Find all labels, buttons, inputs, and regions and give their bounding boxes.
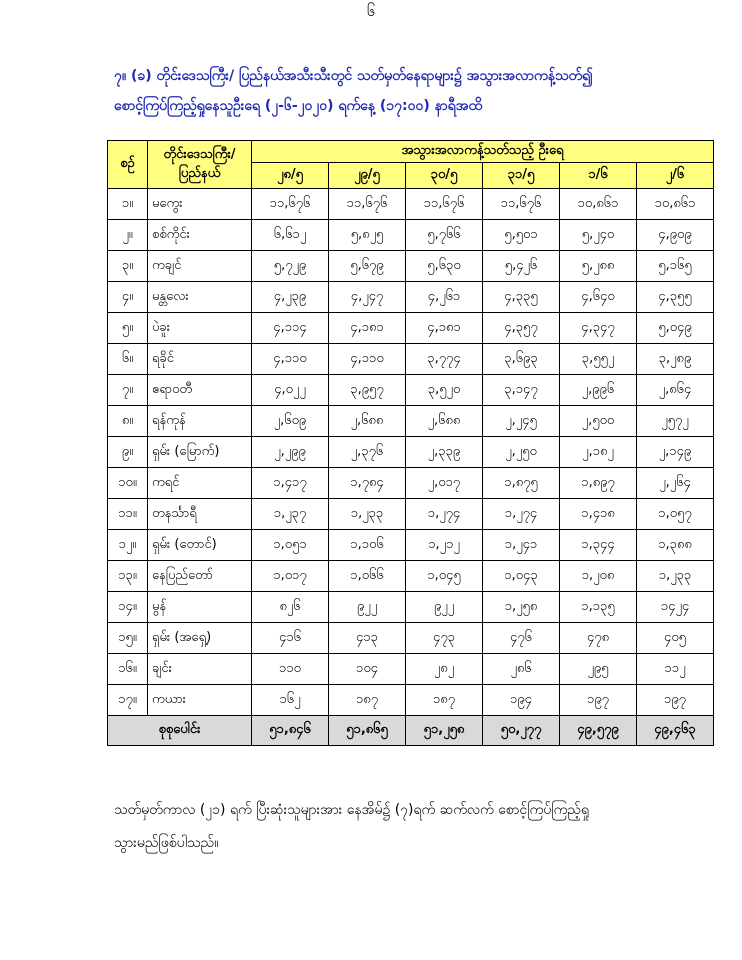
page-number: ၆ [366,2,376,20]
count-cell: ၂,၆၀၉ [252,406,329,437]
count-cell: ၄,၃၅၇ [483,313,560,344]
count-cell: ၄,၁၁၄ [252,313,329,344]
count-cell: ၄,၃၅၅ [637,282,714,313]
table-row [108,530,714,561]
count-cell: ၁၈၇ [406,685,483,716]
heading-line-2: စောင့်ကြပ်ကြည့်ရှုနေသူဦးရေ (၂-၆-၂၀၂၀) ရက်နေ့ (၁၇:၀၀) နာရီအထိ [114,98,483,114]
count-cell: ၁,၂၃၇ [252,499,329,530]
row-number: ၄။ [108,282,148,313]
count-cell: ၃,၆၉၃ [483,344,560,375]
count-cell: ၁,၁၃၅ [560,592,637,623]
region-name: နေပြည်တော် [148,561,252,592]
table-row [108,220,714,251]
quarantine-table [107,140,714,746]
date-header: ၂၉/၅ [329,163,406,189]
region-name: ရန်ကုန် [148,406,252,437]
total-cell: ၄၉,၅၇၉ [560,716,637,746]
total-row [108,716,714,746]
total-cell: ၅၁,၈၆၅ [329,716,406,746]
count-cell: ၂,၂၆၄ [637,468,714,499]
count-cell: ၅,၇၂၉ [252,251,329,282]
row-number: ၁။ [108,189,148,220]
count-cell: ၅,၈၂၅ [329,220,406,251]
count-cell: ၁,၀၅၁ [252,530,329,561]
row-number: ၁၁။ [108,499,148,530]
table-row [108,654,714,685]
date-header: ၃၀/၅ [406,163,483,189]
count-cell: ၃,၇၇၄ [406,344,483,375]
table-row [108,623,714,654]
region-name: ကယား [148,685,252,716]
count-cell: ၂,၁၄၉ [637,437,714,468]
count-cell: ၂,၂၅၀ [483,437,560,468]
count-cell: ၅,၆၃၀ [406,251,483,282]
count-cell: ၁,၀၁၇ [252,561,329,592]
count-cell: ၁,၂၀၈ [560,561,637,592]
count-cell: ၄,၁၁၀ [329,344,406,375]
count-cell: ၁၁,၆၇၆ [329,189,406,220]
count-cell: ၅,၂၈၈ [560,251,637,282]
count-cell: ၄၇၃ [406,623,483,654]
row-number: ၁၇။ [108,685,148,716]
count-cell: ၉၂၂ [329,592,406,623]
count-cell: ၃,၅၅၂ [560,344,637,375]
table-row [108,592,714,623]
row-number: ၁၅။ [108,623,148,654]
table-row [108,313,714,344]
region-name: ဧရာဝတီ [148,375,252,406]
region-name: ကချင် [148,251,252,282]
count-cell: ၁,၀၅၇ [637,499,714,530]
count-cell: ၃,၁၄၇ [483,375,560,406]
row-number: ၁၀။ [108,468,148,499]
count-cell: ၃,၂၈၉ [637,344,714,375]
count-cell: ၂,၁၈၂ [560,437,637,468]
row-number: ၁၂။ [108,530,148,561]
count-cell: ၄၇၈ [560,623,637,654]
row-number: ၁၃။ [108,561,148,592]
count-cell: ၁၁၀ [252,654,329,685]
count-cell: ၁,၈၉၇ [560,468,637,499]
count-cell: ၄၁၃ [329,623,406,654]
region-name: ရခိုင် [148,344,252,375]
count-cell: ၉၂၂ [406,592,483,623]
count-cell: ၁၉၇ [560,685,637,716]
count-cell: ၁,၁၀၆ [329,530,406,561]
count-cell: ၁,၂၄၁ [483,530,560,561]
count-cell: ၁,၃၄၄ [560,530,637,561]
total-cell: ၅၁,၂၅၈ [406,716,483,746]
count-cell: ၂,၀၁၇ [406,468,483,499]
count-cell: ၁,၄၁၇ [252,468,329,499]
count-cell: ၁,၂၇၄ [483,499,560,530]
region-name: ကရင် [148,468,252,499]
row-number: ၃။ [108,251,148,282]
table-row [108,406,714,437]
region-name: ရှမ်း (အရှေ့) [148,623,252,654]
count-cell: ၂၅၇၂ [637,406,714,437]
footnote-line-1: သတ်မှတ်ကာလ (၂၁) ရက် ပြီးဆုံးသူများအား နေအိမ်၌ (၇)ရက် ဆက်လက် စောင့်ကြပ်ကြည့်ရှု [114,802,589,818]
count-cell: ၁၁,၆၇၆ [252,189,329,220]
count-cell: ၁,၀၄၅ [406,561,483,592]
count-cell: ၁၀၄ [329,654,406,685]
count-cell: ၁,၂၇၄ [406,499,483,530]
count-cell: ၂,၆၈၈ [329,406,406,437]
footnote-line-2: သွားမည်ဖြစ်ပါသည်။ [114,835,219,851]
count-cell: ၁၁,၆၇၆ [483,189,560,220]
count-cell: ၁,၂၅၈ [483,592,560,623]
region-name: စစ်ကိုင်း [148,220,252,251]
count-cell: ၂,၈၆၄ [637,375,714,406]
count-cell: ၁၆၂ [252,685,329,716]
region-name: မကွေး [148,189,252,220]
count-cell: ၅,၂၄၀ [560,220,637,251]
count-cell: ၁,၀၄၃ [483,561,560,592]
count-cell: ၂,၅၀၀ [560,406,637,437]
row-number: ၁၆။ [108,654,148,685]
count-cell: ၅,၅၀၁ [483,220,560,251]
total-cell: ၄၉,၄၆၃ [637,716,714,746]
count-cell: ၁၀,၈၆၁ [560,189,637,220]
count-cell: ၄၁၆ [252,623,329,654]
count-cell: ၄,၉၀၉ [637,220,714,251]
table-row [108,344,714,375]
count-cell: ၅,၁၆၅ [637,251,714,282]
row-number: ၇။ [108,375,148,406]
count-cell: ၂,၂၉၉ [252,437,329,468]
date-header: ၁/၆ [560,163,637,189]
region-name: ရှမ်း (မြောက်) [148,437,252,468]
count-cell: ၂၈၂ [406,654,483,685]
table-row [108,499,714,530]
group-header: အသွားအလာကန့်သတ်သည့် ဦးရေ [252,141,714,163]
date-header: ၃၁/၅ [483,163,560,189]
count-cell: ၄,၁၈၁ [406,313,483,344]
count-cell: ၄,၃၄၇ [560,313,637,344]
serial-header: စဉ် [108,141,148,189]
count-cell: ၂,၃၇၆ [329,437,406,468]
region-name: မန္တလေး [148,282,252,313]
count-cell: ၁၁၂ [637,654,714,685]
count-cell: ၄,၀၂၂ [252,375,329,406]
count-cell: ၁၉၇ [637,685,714,716]
count-cell: ၁,၄၁၈ [560,499,637,530]
count-cell: ၅,၄၂၆ [483,251,560,282]
count-cell: ၂၉၅ [560,654,637,685]
count-cell: ၄,၁၈၁ [329,313,406,344]
row-number: ၁၄။ [108,592,148,623]
table-row [108,189,714,220]
region-name: မွန် [148,592,252,623]
count-cell: ၁၉၄ [483,685,560,716]
row-number: ၆။ [108,344,148,375]
count-cell: ၄,၂၄၇ [329,282,406,313]
count-cell: ၄,၆၄၀ [560,282,637,313]
count-cell: ၄,၂၆၁ [406,282,483,313]
date-header: ၂၈/၅ [252,163,329,189]
count-cell: ၅,၇၆၆ [406,220,483,251]
count-cell: ၁,၀၆၆ [329,561,406,592]
count-cell: ၁,၂၃၃ [329,499,406,530]
table-row [108,685,714,716]
count-cell: ၄၀၅ [637,623,714,654]
count-cell: ၅,၆၇၉ [329,251,406,282]
total-cell: ၅၁,၈၄၆ [252,716,329,746]
count-cell: ၁,၈၇၅ [483,468,560,499]
heading-line-1: ၇။ (ခ) တိုင်းဒေသကြီး/ ပြည်နယ်အသီးသီးတွင် သတ်မှတ်နေရာများ၌ အသွားအလာကန့်သတ်၍ [114,68,593,84]
region-name: ပဲခူး [148,313,252,344]
region-header: တိုင်းဒေသကြီး/ ပြည်နယ် [148,141,252,189]
table-row [108,282,714,313]
row-number: ၂။ [108,220,148,251]
row-number: ၈။ [108,406,148,437]
count-cell: ၁,၃၈၈ [637,530,714,561]
count-cell: ၂၈၆ [483,654,560,685]
date-header: ၂/၆ [637,163,714,189]
count-cell: ၁၈၇ [329,685,406,716]
count-cell: ၂,၂၄၅ [483,406,560,437]
table-row [108,375,714,406]
count-cell: ၄,၁၁၀ [252,344,329,375]
count-cell: ၁,၇၈၄ [329,468,406,499]
count-cell: ၃,၅၂၀ [406,375,483,406]
table-row [108,468,714,499]
count-cell: ၄၇၆ [483,623,560,654]
count-cell: ၄,၃၃၅ [483,282,560,313]
count-cell: ၂,၃၃၉ [406,437,483,468]
count-cell: ၁၁,၆၇၆ [406,189,483,220]
count-cell: ၁၄၂၄ [637,592,714,623]
region-name: ချင်း [148,654,252,685]
table-row [108,437,714,468]
count-cell: ၅,၀၄၉ [637,313,714,344]
total-cell: ၅၀,၂၇၇ [483,716,560,746]
count-cell: ၂,၆၈၈ [406,406,483,437]
count-cell: ၁,၂၃၃ [637,561,714,592]
row-number: ၉။ [108,437,148,468]
count-cell: ၈၂၆ [252,592,329,623]
table-row [108,251,714,282]
region-name: ရှမ်း (တောင်) [148,530,252,561]
region-name: တနင်္သာရီ [148,499,252,530]
count-cell: ၃,၉၅၇ [329,375,406,406]
row-number: ၅။ [108,313,148,344]
count-cell: ၁၀,၈၆၁ [637,189,714,220]
count-cell: ၆,၆၁၂ [252,220,329,251]
count-cell: ၁,၂၁၂ [406,530,483,561]
count-cell: ၂,၉၉၆ [560,375,637,406]
table-body [108,189,714,746]
total-label: စုစုပေါင်း [108,716,252,746]
count-cell: ၄,၂၃၉ [252,282,329,313]
table-row [108,561,714,592]
